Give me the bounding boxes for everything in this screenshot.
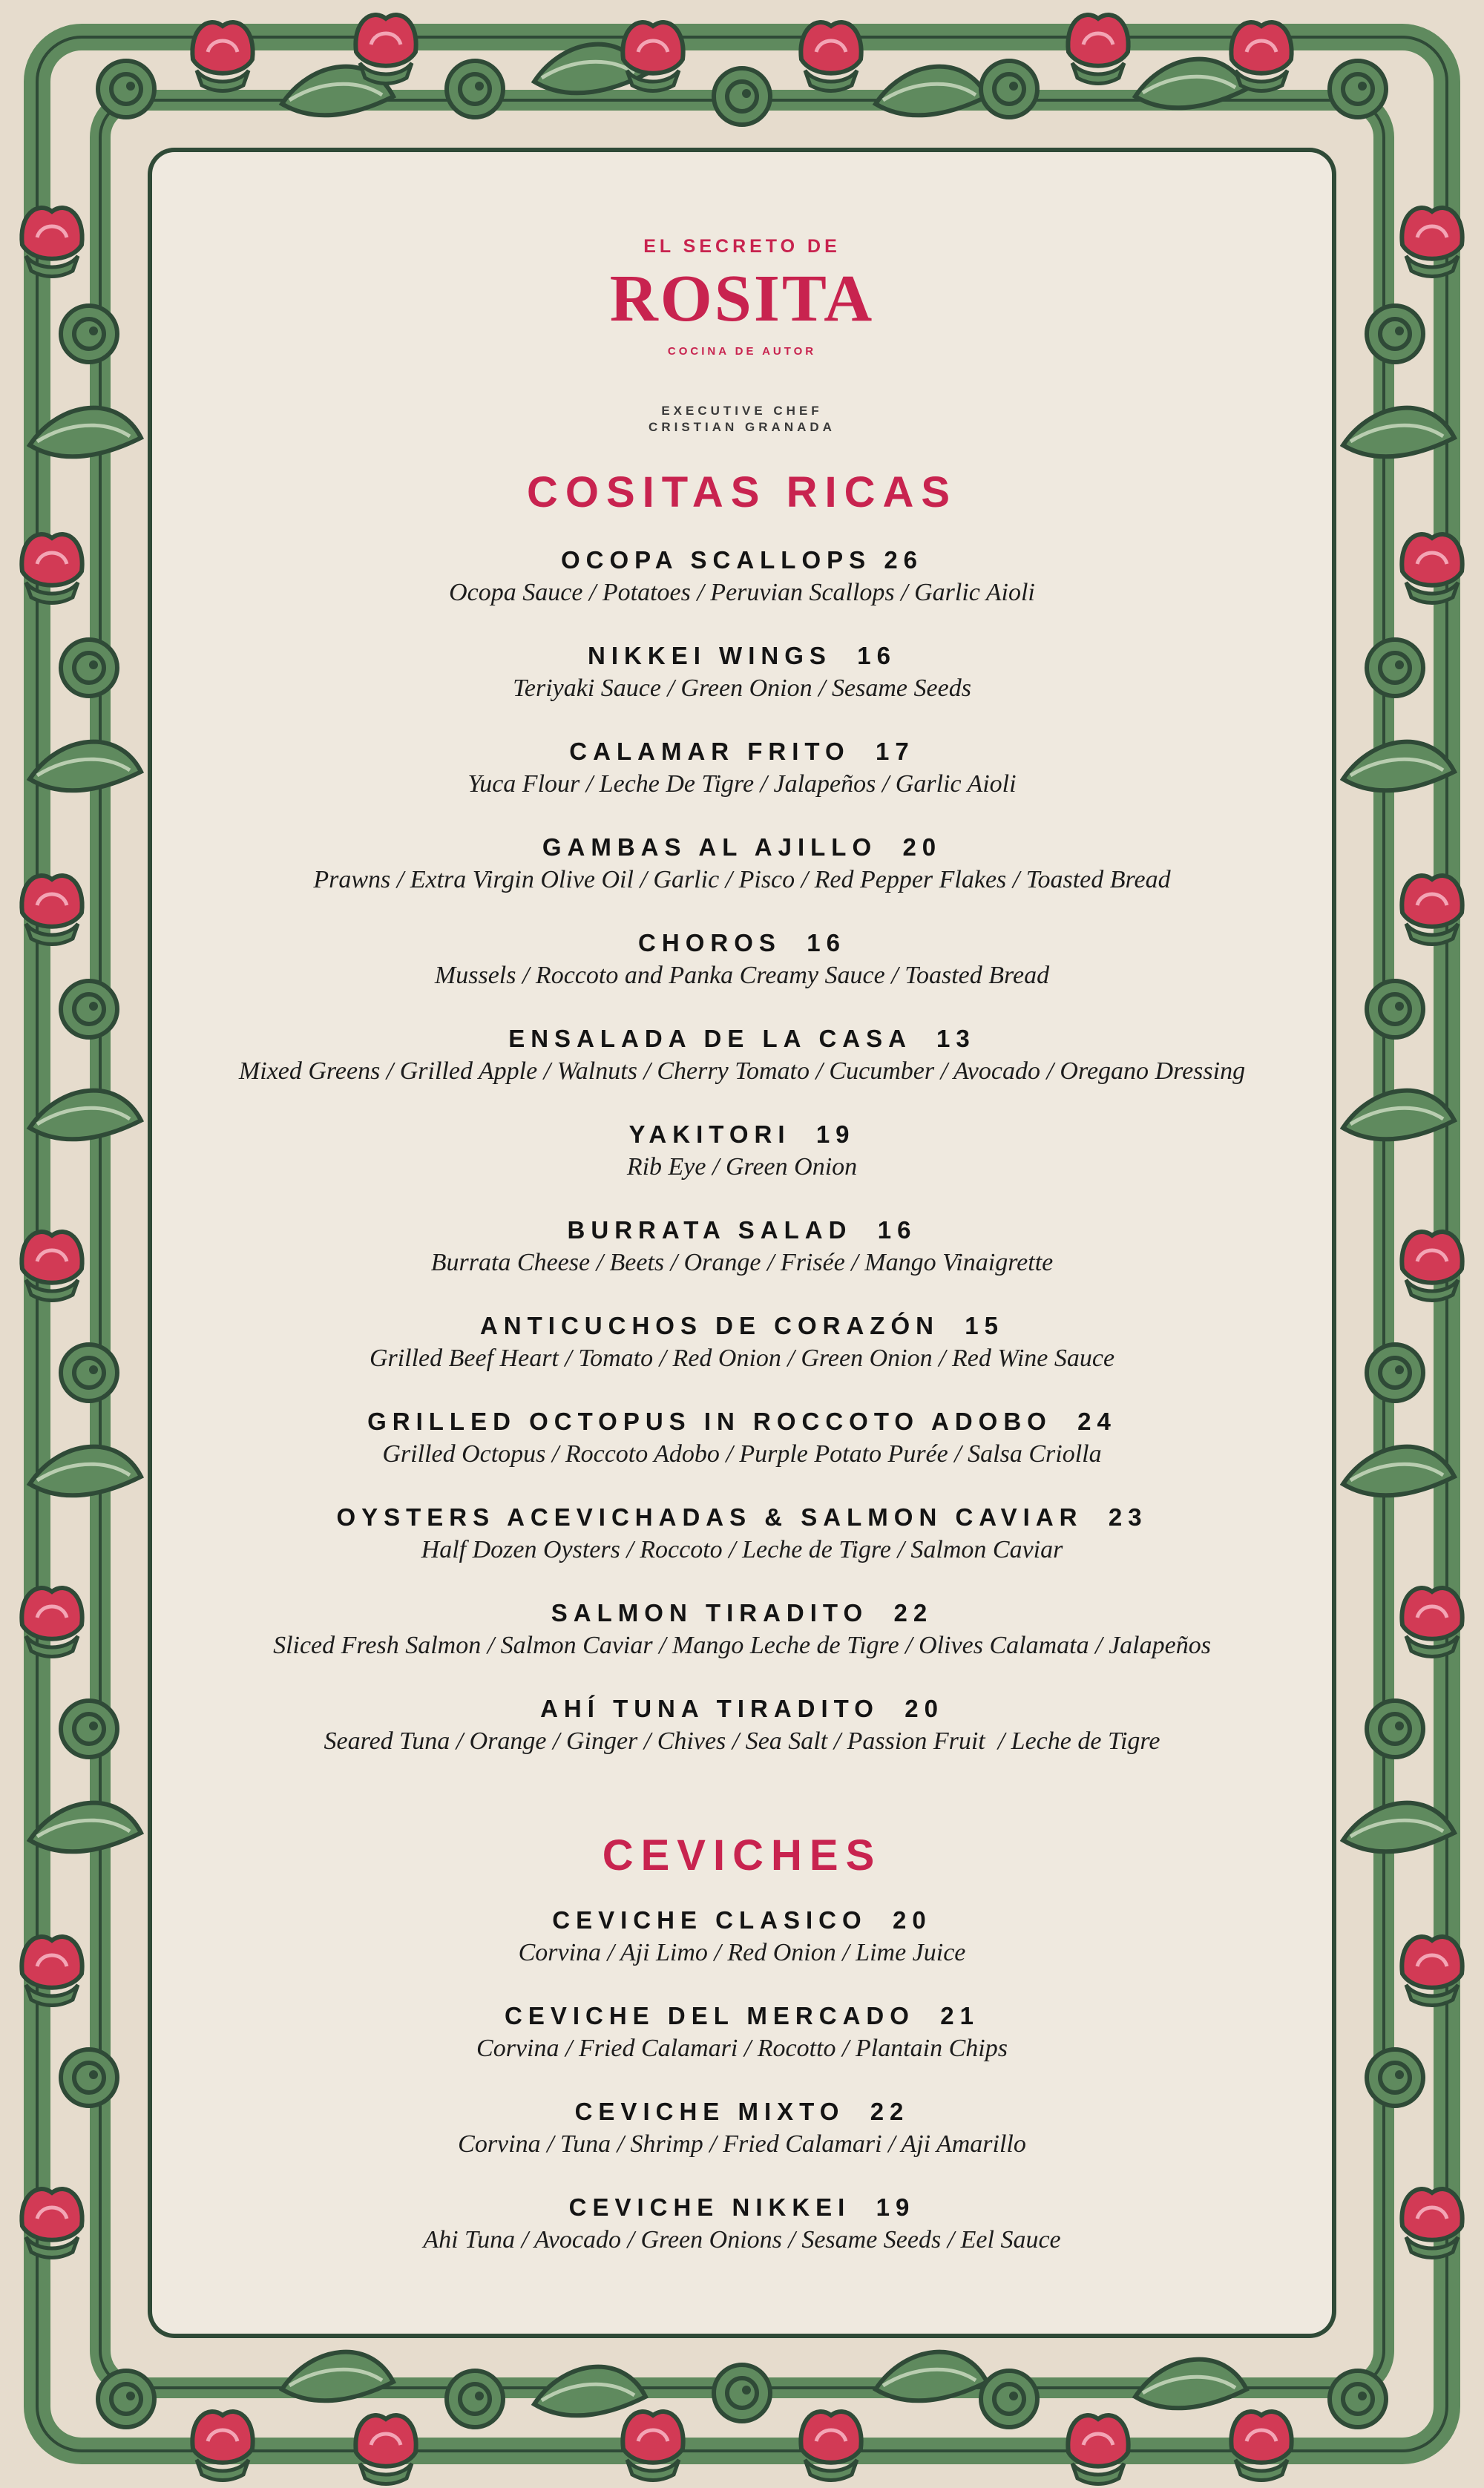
item-name: YAKITORI 19 <box>628 1120 856 1148</box>
item-name: ANTICUCHOS DE CORAZÓN 15 <box>479 1312 1005 1339</box>
chef-title: EXECUTIVE CHEF <box>661 404 823 418</box>
menu-item <box>152 1024 1332 1089</box>
menu-item <box>152 1503 1332 1568</box>
menu-item <box>152 545 1332 611</box>
item-description: Mussels / Roccoto and Panka Creamy Sauce / Toasted Bread <box>434 962 1050 989</box>
menu-item <box>152 1598 1332 1664</box>
menu-item <box>152 928 1332 994</box>
menu-item <box>152 833 1332 898</box>
item-name: AHÍ TUNA TIRADITO 20 <box>540 1695 944 1722</box>
item-description: Prawns / Extra Virgin Olive Oil / Garlic / Pisco / Red Pepper Flakes / Toasted Bread <box>313 866 1171 893</box>
logo-top-line: EL SECRETO DE <box>643 236 841 257</box>
item-description: Rib Eye / Green Onion <box>626 1153 858 1181</box>
item-description: Seared Tuna / Orange / Ginger / Chives / Sea Salt / Passion Fruit / Leche de Tigre <box>324 1727 1160 1755</box>
menu-item <box>152 2097 1332 2162</box>
item-name: ENSALADA DE LA CASA 13 <box>508 1025 976 1052</box>
item-name: BURRATA SALAD 16 <box>567 1216 917 1244</box>
menu-item <box>152 1215 1332 1281</box>
item-description: Yuca Flour / Leche De Tigre / Jalapeños / Garlic Aioli <box>467 770 1017 798</box>
item-description: Burrata Cheese / Beets / Orange / Frisée / Mango Vinaigrette <box>430 1249 1054 1276</box>
item-name: SALMON TIRADITO 22 <box>551 1599 933 1627</box>
item-name: GRILLED OCTOPUS IN ROCCOTO ADOBO 24 <box>367 1408 1117 1435</box>
item-description: Teriyaki Sauce / Green Onion / Sesame Seeds <box>513 674 971 702</box>
section-title: COSITAS RICAS <box>526 468 958 516</box>
item-name: OYSTERS ACEVICHADAS & SALMON CAVIAR 23 <box>336 1503 1148 1531</box>
menu-item <box>152 737 1332 802</box>
item-description: Mixed Greens / Grilled Apple / Walnuts / Cherry Tomato / Cucumber / Avocado / Oregano Dressing <box>238 1057 1246 1085</box>
item-description: Corvina / Fried Calamari / Rocotto / Plantain Chips <box>476 2035 1008 2062</box>
item-name: CHOROS 16 <box>638 929 846 956</box>
menu-item <box>152 1120 1332 1185</box>
item-name: CEVICHE DEL MERCADO 21 <box>505 2002 979 2029</box>
item-name: NIKKEI WINGS 16 <box>588 642 896 669</box>
item-description: Sliced Fresh Salmon / Salmon Caviar / Mango Leche de Tigre / Olives Calamata / Jalapeños <box>273 1632 1211 1659</box>
menu-item <box>152 1407 1332 1472</box>
item-name: CALAMAR FRITO 17 <box>569 738 915 765</box>
restaurant-name: ROSITA <box>609 262 875 335</box>
menu-item <box>152 641 1332 706</box>
menu-item <box>152 2193 1332 2258</box>
item-name: GAMBAS AL AJILLO 20 <box>542 833 942 861</box>
chef-name: CRISTIAN GRANADA <box>649 420 835 434</box>
item-description: Ahi Tuna / Avocado / Green Onions / Sesame Seeds / Eel Sauce <box>423 2226 1061 2254</box>
item-description: Corvina / Aji Limo / Red Onion / Lime Juice <box>518 1939 966 1966</box>
item-description: Corvina / Tuna / Shrimp / Fried Calamari / Aji Amarillo <box>458 2130 1026 2158</box>
chef-credit <box>152 403 1332 436</box>
menu-content <box>152 152 1332 2334</box>
menu-item <box>152 1906 1332 1971</box>
item-description: Half Dozen Oysters / Roccoto / Leche de Tigre / Salmon Caviar <box>421 1536 1063 1563</box>
item-name: OCOPA SCALLOPS 26 <box>560 546 924 574</box>
item-description: Grilled Octopus / Roccoto Adobo / Purple Potato Purée / Salsa Criolla <box>382 1440 1102 1468</box>
menu-item <box>152 1694 1332 1759</box>
menu-item <box>152 1311 1332 1376</box>
item-name: CEVICHE CLASICO 20 <box>552 1906 932 1934</box>
item-description: Grilled Beef Heart / Tomato / Red Onion / Green Onion / Red Wine Sauce <box>369 1345 1115 1372</box>
section-title: CEVICHES <box>602 1831 882 1880</box>
item-name: CEVICHE NIKKEI 19 <box>568 2193 916 2221</box>
menu-item <box>152 2001 1332 2067</box>
restaurant-tagline: COCINA DE AUTOR <box>667 345 817 358</box>
item-name: CEVICHE MIXTO 22 <box>574 2098 910 2125</box>
item-description: Ocopa Sauce / Potatoes / Peruvian Scallops / Garlic Aioli <box>449 579 1035 606</box>
